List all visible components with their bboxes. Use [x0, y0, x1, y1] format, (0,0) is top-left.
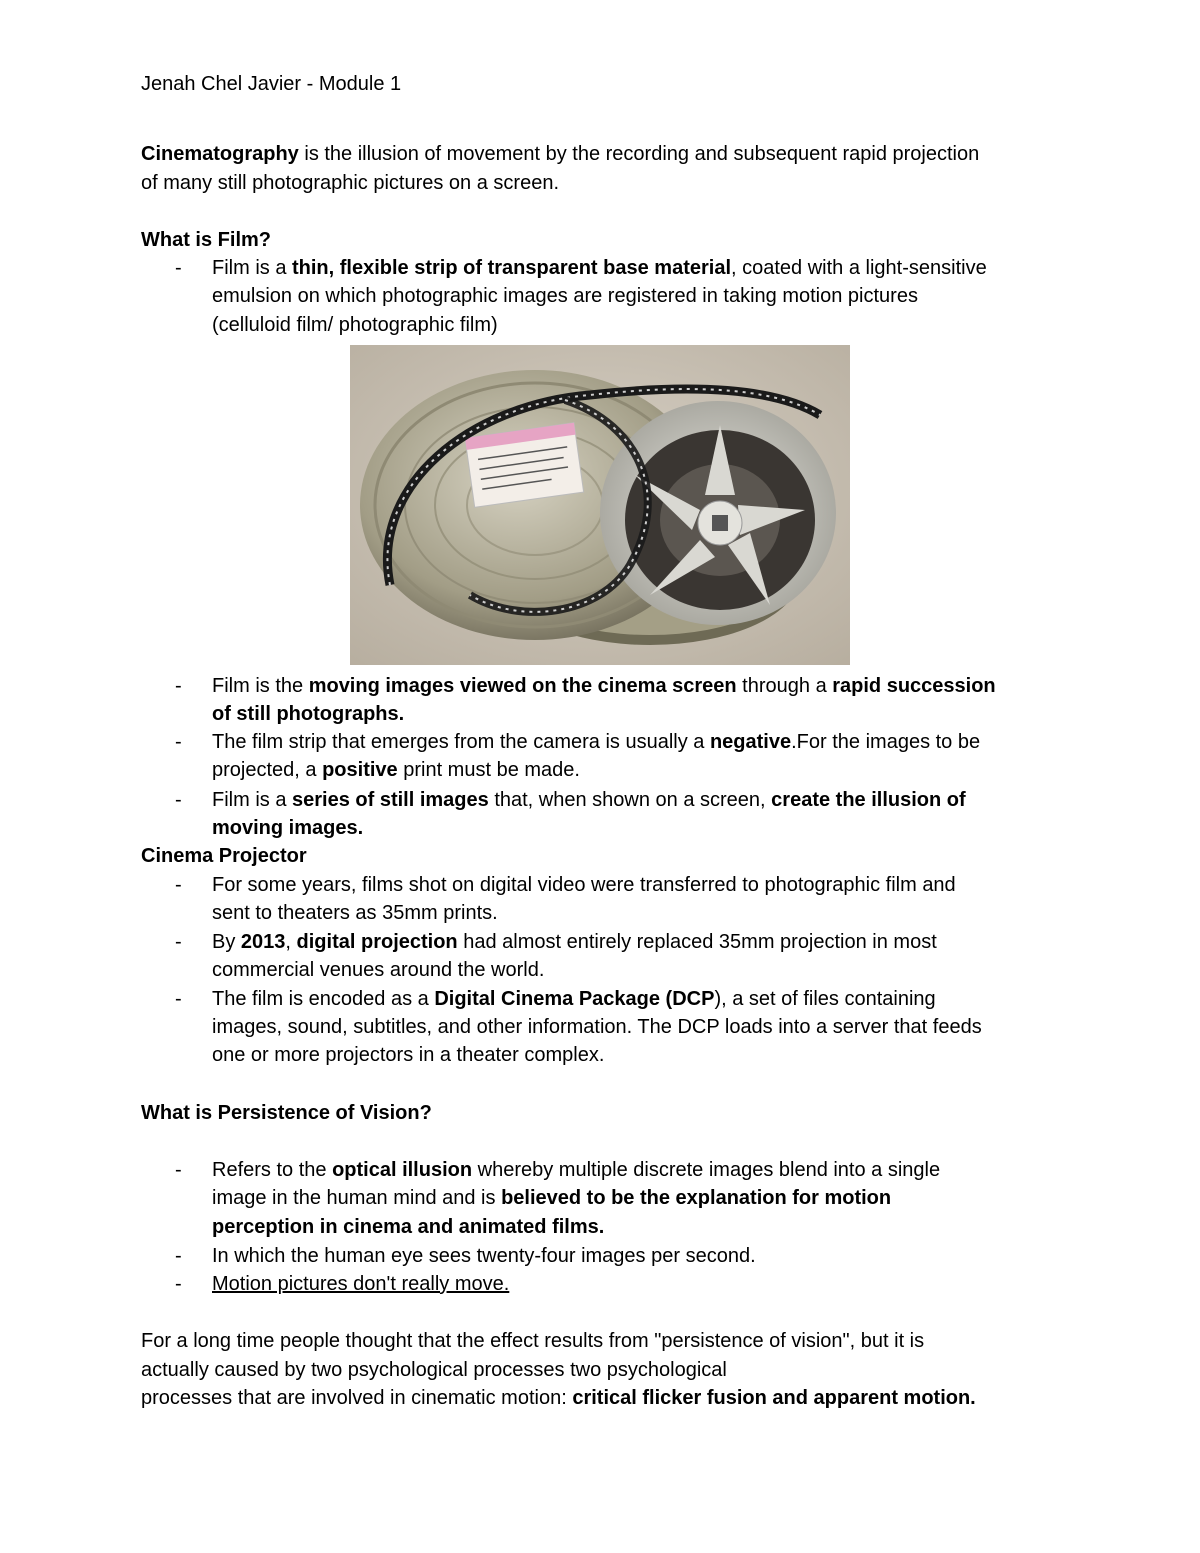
film-bullet-4-line-2: moving images.: [212, 817, 364, 839]
bullet-dash: -: [175, 731, 182, 753]
intro-term: Cinematography: [141, 143, 299, 165]
projector-bullet-3-line-1: The film is encoded as a Digital Cinema Package (DCP), a set of files containing: [212, 988, 936, 1010]
projector-bullet-2-line-1: By 2013, digital projection had almost entirely replaced 35mm projection in most: [212, 931, 937, 953]
bullet-dash: -: [175, 1159, 182, 1181]
persistence-bullet-1-line-1: Refers to the optical illusion whereby multiple discrete images blend into a single: [212, 1159, 941, 1181]
bullet-dash: -: [175, 874, 182, 896]
film-bullet-3-line-1: The film strip that emerges from the camera is usually a negative.For the images to be: [212, 731, 981, 753]
bullet-dash: -: [175, 1273, 182, 1295]
closing-line-2: actually caused by two psychological processes two psychological: [141, 1359, 727, 1381]
persistence-bullet-2: In which the human eye sees twenty-four images per second.: [212, 1245, 756, 1267]
film-reel-photo: [350, 345, 850, 665]
film-bullet-2-line-1: Film is the moving images viewed on the cinema screen through a rapid succession: [212, 675, 996, 697]
projector-bullet-1-line-2: sent to theaters as 35mm prints.: [212, 902, 498, 924]
closing-line-3: processes that are involved in cinematic motion: critical flicker fusion and apparent motion.: [141, 1387, 976, 1409]
film-bullet-1-line-1: Film is a thin, flexible strip of transparent base material, coated with a light-sensitive: [212, 257, 987, 279]
bullet-dash: -: [175, 931, 182, 953]
film-bullet-2-line-2: of still photographs.: [212, 703, 405, 725]
projector-bullet-3-line-2: images, sound, subtitles, and other information. The DCP loads into a server that feeds: [212, 1016, 982, 1038]
bullet-dash: -: [175, 675, 182, 697]
heading-persistence-of-vision: What is Persistence of Vision?: [141, 1102, 432, 1124]
bullet-dash: -: [175, 789, 182, 811]
closing-line-1: For a long time people thought that the effect results from "persistence of vision", but it is: [141, 1330, 925, 1352]
heading-cinema-projector: Cinema Projector: [141, 845, 307, 867]
projector-bullet-1-line-1: For some years, films shot on digital video were transferred to photographic film and: [212, 874, 956, 896]
film-bullet-3-line-2: projected, a positive print must be made.: [212, 759, 580, 781]
film-bullet-4-line-1: Film is a series of still images that, when shown on a screen, create the illusion of: [212, 789, 966, 811]
bullet-dash: -: [175, 257, 182, 279]
bullet-dash: -: [175, 988, 182, 1010]
film-bullet-1-line-3: (celluloid film/ photographic film): [212, 314, 498, 336]
projector-bullet-2-line-2: commercial venues around the world.: [212, 959, 545, 981]
persistence-bullet-1-line-3: perception in cinema and animated films.: [212, 1216, 605, 1238]
page-title: Jenah Chel Javier - Module 1: [141, 73, 402, 95]
heading-what-is-film: What is Film?: [141, 229, 271, 251]
projector-bullet-3-line-3: one or more projectors in a theater complex.: [212, 1044, 605, 1066]
intro-line-2: of many still photographic pictures on a screen.: [141, 172, 559, 194]
persistence-bullet-3: Motion pictures don't really move.: [212, 1273, 510, 1295]
persistence-bullet-1-line-2: image in the human mind and is believed to be the explanation for motion: [212, 1187, 892, 1209]
intro-line-1: Cinematography is the illusion of movement by the recording and subsequent rapid projection: [141, 143, 980, 165]
film-bullet-1-line-2: emulsion on which photographic images are registered in taking motion pictures: [212, 285, 918, 307]
bullet-dash: -: [175, 1245, 182, 1267]
